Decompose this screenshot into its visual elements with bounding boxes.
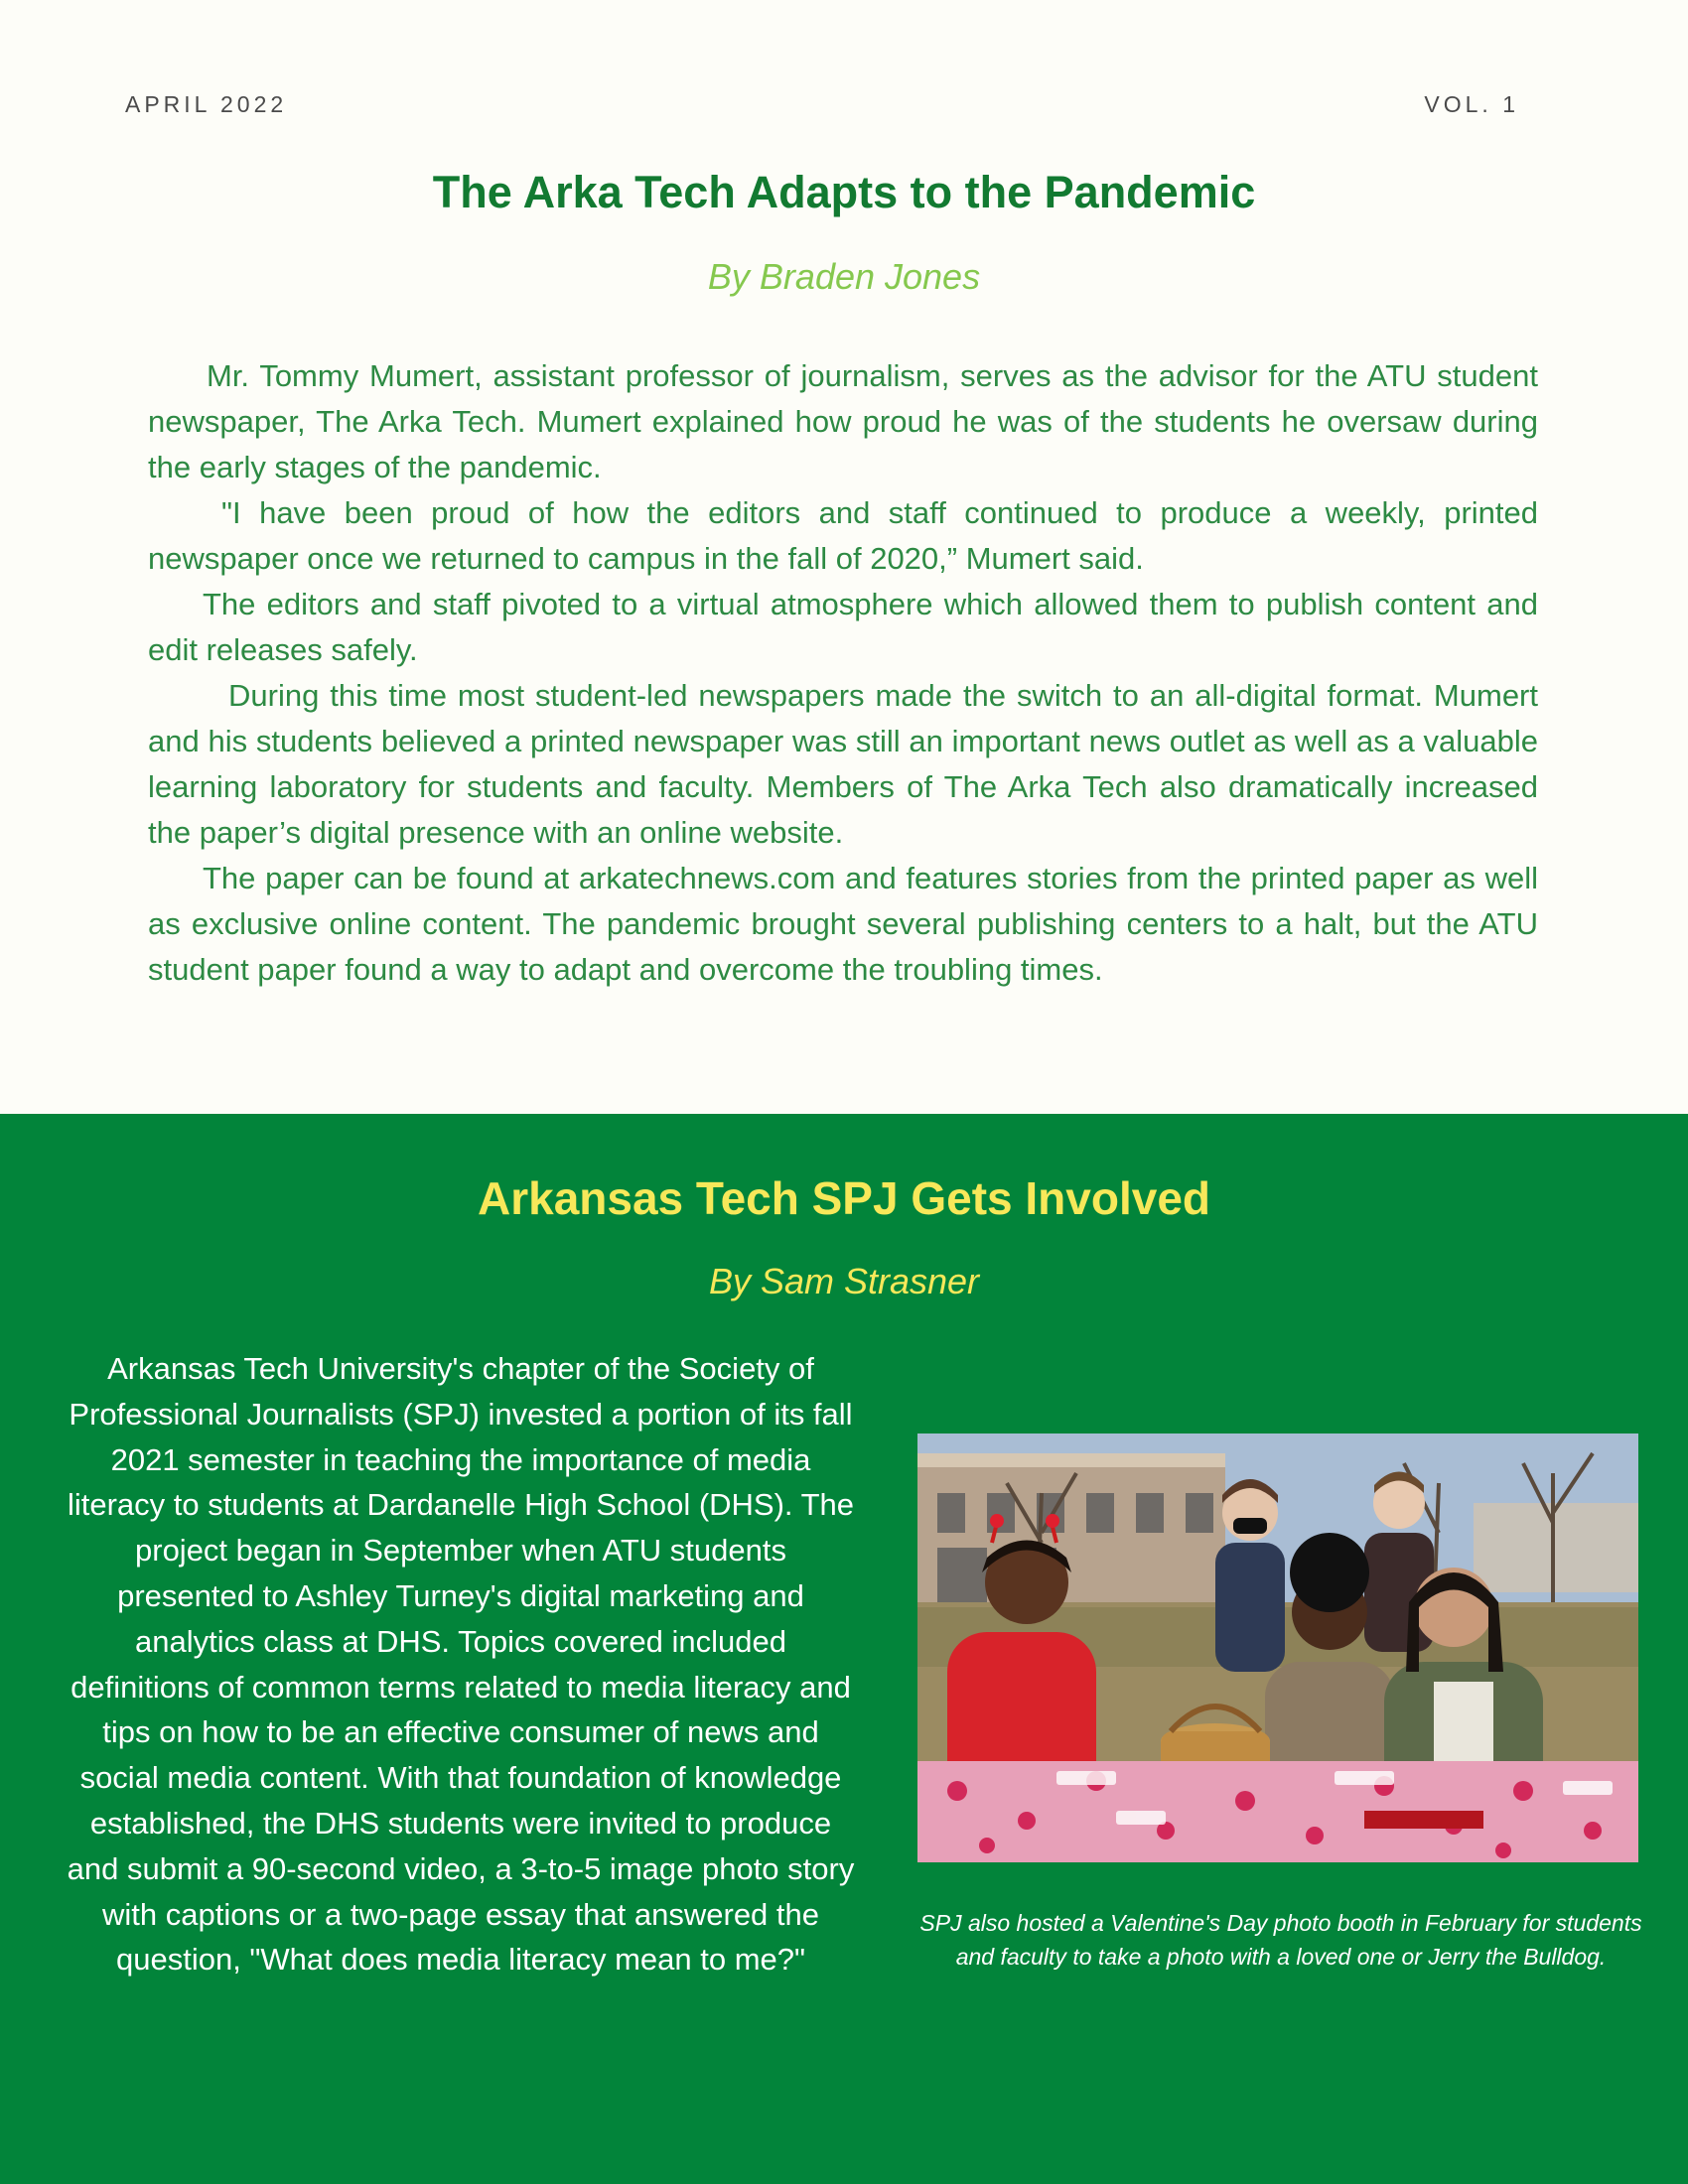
issue-date: APRIL 2022 — [125, 91, 288, 117]
photo-caption: SPJ also hosted a Valentine's Day photo booth in February for students and faculty to take a photo with a loved one or Jerry the Bulldog. — [919, 1910, 1642, 1970]
article-byline: By Braden Jones — [707, 256, 981, 297]
article-paragraph: Mr. Tommy Mumert, assistant professor of journalism, serves as the advisor for the ATU student newspaper, The Arka Tech. Mumert explained how proud he was of the students he oversaw during the early stages of the pandemic. — [148, 358, 1538, 484]
article-title: Arkansas Tech SPJ Gets Involved — [477, 1172, 1211, 1224]
article-paragraph: "I have been proud of how the editors and staff continued to produce a weekly, printed newspaper once we returned to campus in the fall of 2020,” Mumert said. — [148, 495, 1538, 576]
article-paragraph: Arkansas Tech University's chapter of the Society of Professional Journalists (SPJ) invested a portion of its fall 2021 semester in teaching the importance of media literacy to students at Dardanelle High School (DHS). The project began in September when ATU students presented to Ashley Turney's digital marketing and analytics class at DHS. Topics covered included definitions of common terms related to media literacy and tips on how to be an effective consumer of news and social media content. With that foundation of knowledge established, the DHS students were invited to produce and submit a 90-second video, a 3-to-5 image photo story with captions or a two-page essay that answered the question, "What does media literacy mean to me?" — [67, 1351, 855, 1978]
masthead — [125, 91, 1519, 121]
article-paragraph: During this time most student-led newspapers made the switch to an all-digital format. Mumert and his students believed a printed newspaper was still an important news outlet as well as a valuable learning laboratory for students and faculty. Members of The Arka Tech also dramatically increased the paper’s digital presence with an online website. — [148, 678, 1538, 850]
article-paragraph: The editors and staff pivoted to a virtual atmosphere which allowed them to publish content and edit releases safely. — [148, 587, 1538, 667]
article-body — [66, 1346, 856, 1982]
article-title: The Arka Tech Adapts to the Pandemic — [432, 167, 1256, 217]
event-photo — [917, 1433, 1638, 1862]
article-body — [148, 353, 1538, 993]
volume-number: VOL. 1 — [1424, 91, 1519, 117]
article-paragraph: The paper can be found at arkatechnews.com and features stories from the printed paper as well as exclusive online content. The pandemic brought several publishing centers to a halt, but the ATU student paper found a way to adapt and overcome the troubling times. — [148, 861, 1538, 987]
article-byline: By Sam Strasner — [708, 1261, 980, 1301]
